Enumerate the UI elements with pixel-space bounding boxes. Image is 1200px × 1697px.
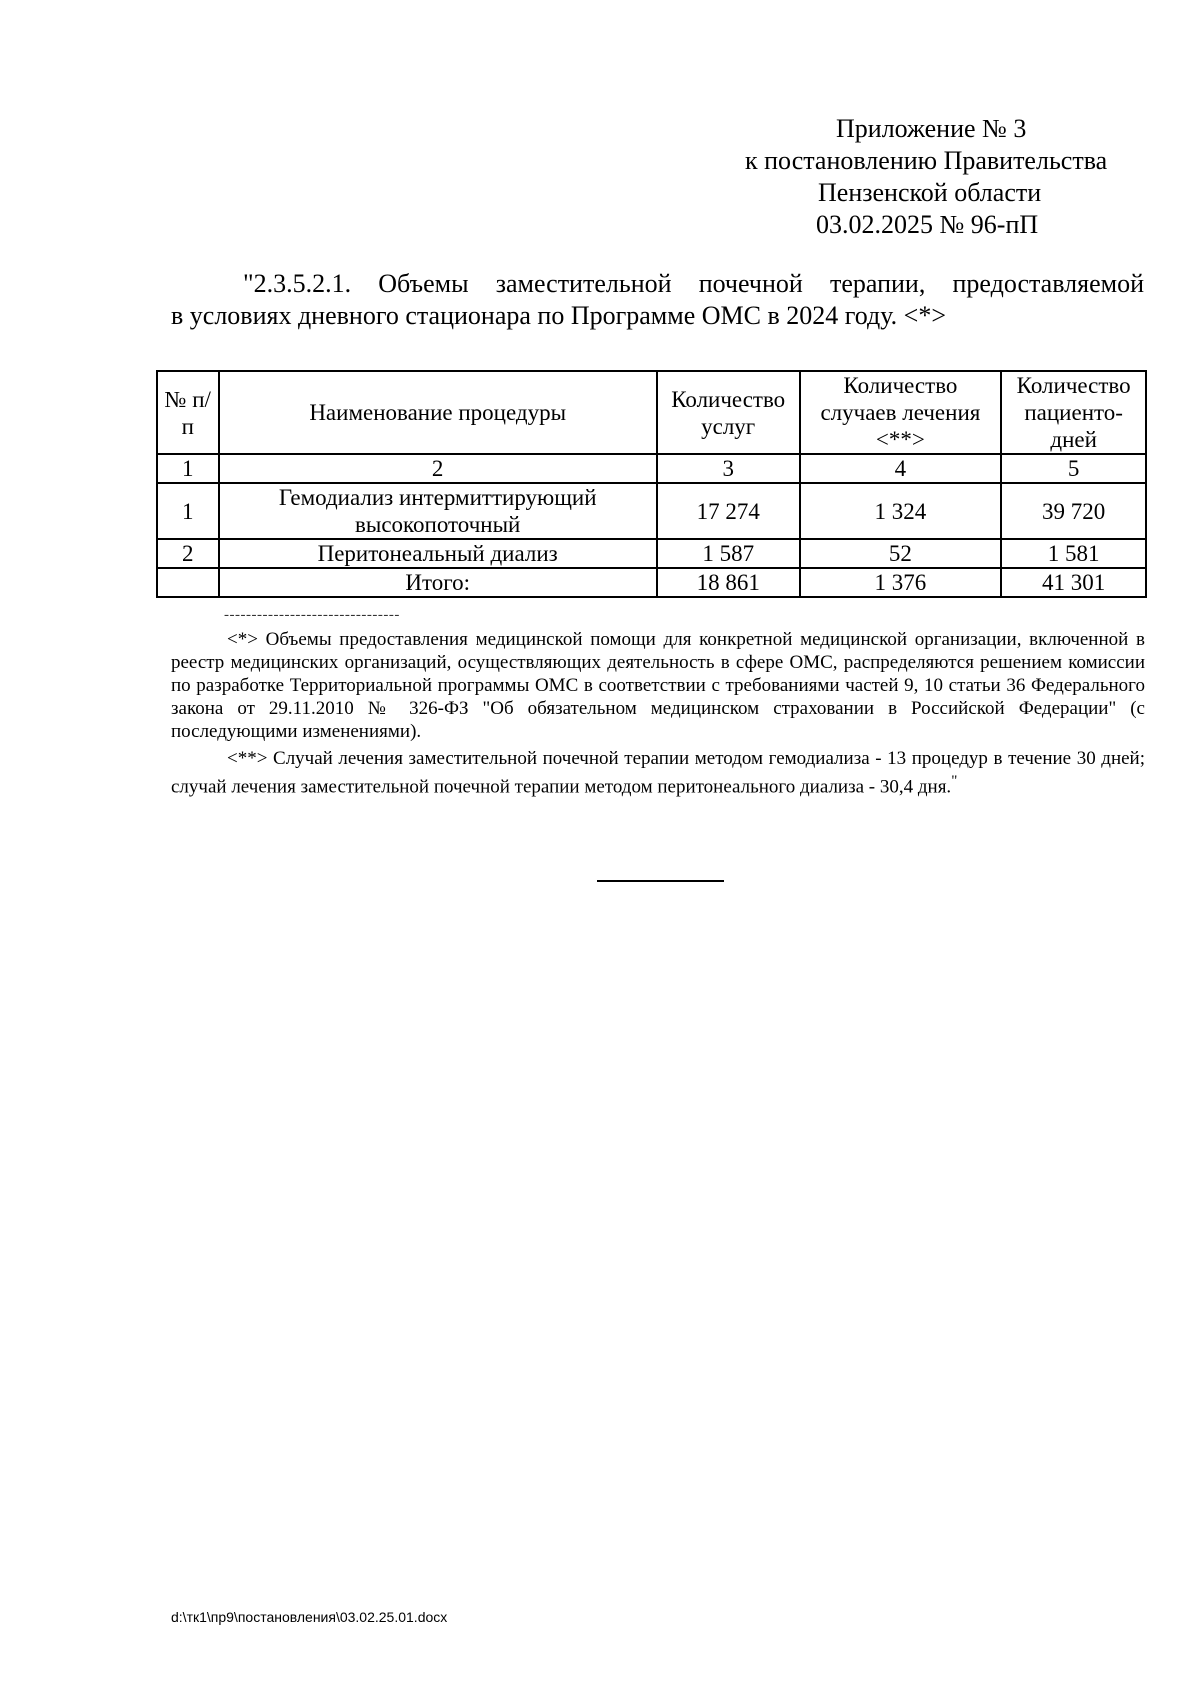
appendix-date-number: 03.02.2025 № 96-пП xyxy=(816,210,1039,239)
footnote-1: <*> Объемы предоставления медицинской помощи для конкретной медицинской организации, включенной в реестр медицинских организаций, осуществляющих деятельность в сфере ОМС, распределяются решением комиссии по разработке Территориальной программы ОМС в соответствии с требованиями частей 9, 10 статьи 36 Федерального закона от 29.11.2010 № 326-ФЗ "Об обязательном медицинском страховании в Российской Федерации" (с последующими изменениями). xyxy=(171,629,1145,742)
appendix-number: Приложение № 3 xyxy=(836,114,1027,143)
table-cell: 2 xyxy=(157,539,219,568)
table-row xyxy=(157,539,1146,568)
header-cell-number: № п/п xyxy=(157,371,219,454)
header-cell-patient-days: Количество пациенто-дней xyxy=(1001,371,1146,454)
end-rule xyxy=(597,880,724,882)
table-cell: 1 581 xyxy=(1001,539,1146,568)
therapy-volumes-table xyxy=(156,370,1147,598)
footnote-2-text: <**> Случай лечения заместительной почечной терапии методом гемодиализа - 13 процедур в течение 30 дней; случай лечения заместительной почечной терапии методом перитонеального диализа - 30,4 дня. xyxy=(171,748,1145,798)
table-cell: 41 301 xyxy=(1001,568,1146,597)
closing-quote: " xyxy=(951,773,958,789)
table-cell: 1 587 xyxy=(657,539,800,568)
column-number-cell: 3 xyxy=(657,454,800,483)
column-number-cell: 5 xyxy=(1001,454,1146,483)
table-cell: Гемодиализ интермиттирующий высокопоточный xyxy=(219,483,657,539)
table-row xyxy=(157,483,1146,539)
column-number-cell: 2 xyxy=(219,454,657,483)
file-path-footer: d:\тк1\пр9\постановления\03.02.25.01.docx xyxy=(171,1609,448,1625)
appendix-region: Пензенской области xyxy=(818,178,1042,207)
table-cell: 17 274 xyxy=(657,483,800,539)
table-cell: 1 376 xyxy=(800,568,1002,597)
appendix-reference: к постановлению Правительства xyxy=(745,146,1108,175)
section-title-line-2: в условиях дневного стационара по Программе ОМС в 2024 году. <*> xyxy=(171,301,946,330)
section-title-line-1: "2.3.5.2.1. Объемы заместительной почечной терапии, предоставляемой xyxy=(243,269,1144,298)
table-header-row xyxy=(157,371,1146,454)
table-total-row xyxy=(157,568,1146,597)
footnote-separator: -------------------------------- xyxy=(224,607,400,623)
footnote-2 xyxy=(171,747,1145,798)
header-cell-services: Количество услуг xyxy=(657,371,800,454)
table-cell: Итого: xyxy=(219,568,657,597)
header-cell-procedure: Наименование процедуры xyxy=(219,371,657,454)
footnotes xyxy=(171,628,1145,802)
header-cell-cases: Количество случаев лечения <**> xyxy=(800,371,1002,454)
table-column-numbers-row xyxy=(157,454,1146,483)
column-number-cell: 1 xyxy=(157,454,219,483)
table-cell xyxy=(157,568,219,597)
table-cell: 18 861 xyxy=(657,568,800,597)
table-cell: 1 324 xyxy=(800,483,1002,539)
column-number-cell: 4 xyxy=(800,454,1002,483)
table-cell: 39 720 xyxy=(1001,483,1146,539)
table-cell: 1 xyxy=(157,483,219,539)
table-cell: Перитонеальный диализ xyxy=(219,539,657,568)
section-title xyxy=(171,268,1144,332)
table-cell: 52 xyxy=(800,539,1002,568)
